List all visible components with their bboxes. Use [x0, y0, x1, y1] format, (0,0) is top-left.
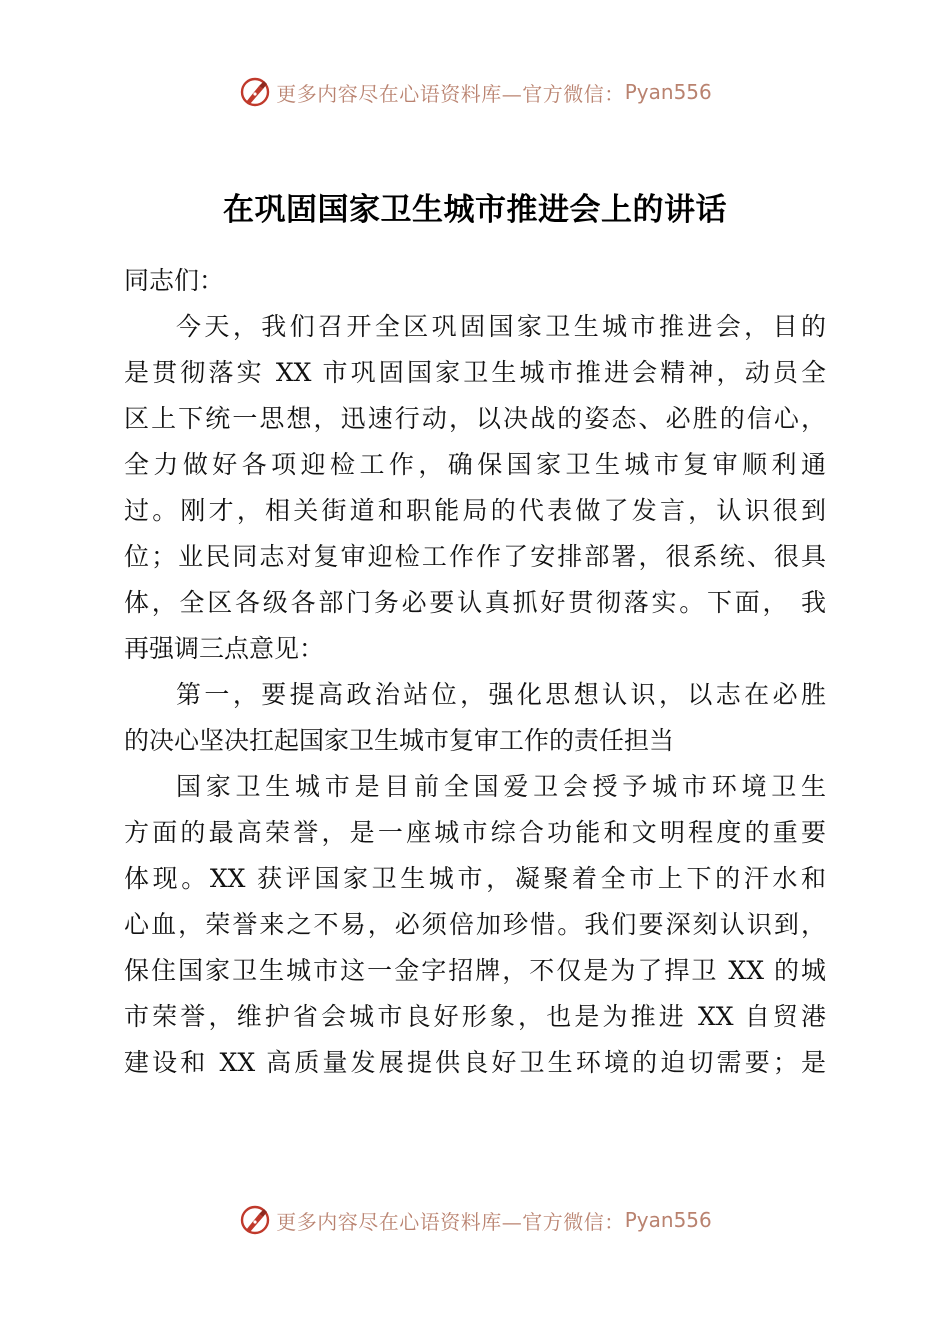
pen-nib-circle-logo-icon: [238, 1203, 272, 1237]
document-body: [124, 258, 826, 1086]
body-line: 全力做好各项迎检工作，确保国家卫生城市复审顺利通: [124, 450, 826, 479]
body-line: 国家卫生城市是目前全国爱卫会授予城市环境卫生: [176, 772, 826, 801]
body-line: 方面的最高荣誉，是一座城市综合功能和文明程度的重要: [124, 818, 826, 847]
document-title: 在巩固国家卫生城市推进会上的讲话: [223, 192, 727, 228]
salutation: 同志们：: [124, 266, 225, 295]
watermark-text: 更多内容尽在心语资料库—官方微信：: [276, 81, 625, 106]
body-line: 是贯彻落实 XX 市巩固国家卫生城市推进会精神，动员全: [124, 358, 826, 387]
body-line: 体现。XX 获评国家卫生城市，凝聚着全市上下的汗水和: [124, 864, 826, 893]
body-line: 再强调三点意见：: [124, 634, 325, 663]
body-line: 心血，荣誉来之不易，必须倍加珍惜。我们要深刻认识到，: [124, 910, 826, 939]
body-line: 体，全区各级各部门务必要认真抓好贯彻落实。下面， 我: [124, 588, 826, 617]
bottom-watermark-banner: [0, 1198, 950, 1242]
body-line: 保住国家卫生城市这一金字招牌，不仅是为了捍卫 XX 的城: [124, 956, 826, 985]
top-watermark-banner: [0, 70, 950, 114]
body-line: 区上下统一思想，迅速行动，以决战的姿态、必胜的信心，: [124, 404, 826, 433]
body-line: 过。刚才，相关街道和职能局的代表做了发言，认识很到: [124, 496, 826, 525]
body-line: 市荣誉，维护省会城市良好形象，也是为推进 XX 自贸港: [124, 1002, 826, 1031]
body-line: 的决心坚决扛起国家卫生城市复审工作的责任担当: [124, 726, 675, 755]
watermark-account: Pyan556: [624, 1208, 712, 1232]
body-line: 第一，要提高政治站位，强化思想认识，以志在必胜: [176, 680, 826, 709]
watermark-account: Pyan556: [624, 80, 712, 104]
pen-nib-circle-logo-icon: [238, 75, 272, 109]
body-line: 今天，我们召开全区巩固国家卫生城市推进会，目的: [176, 312, 826, 341]
body-line: 建设和 XX 高质量发展提供良好卫生环境的迫切需要；是: [124, 1048, 826, 1077]
body-line: 位；业民同志对复审迎检工作作了安排部署，很系统、很具: [124, 542, 826, 571]
watermark-text: 更多内容尽在心语资料库—官方微信：: [276, 1209, 625, 1234]
